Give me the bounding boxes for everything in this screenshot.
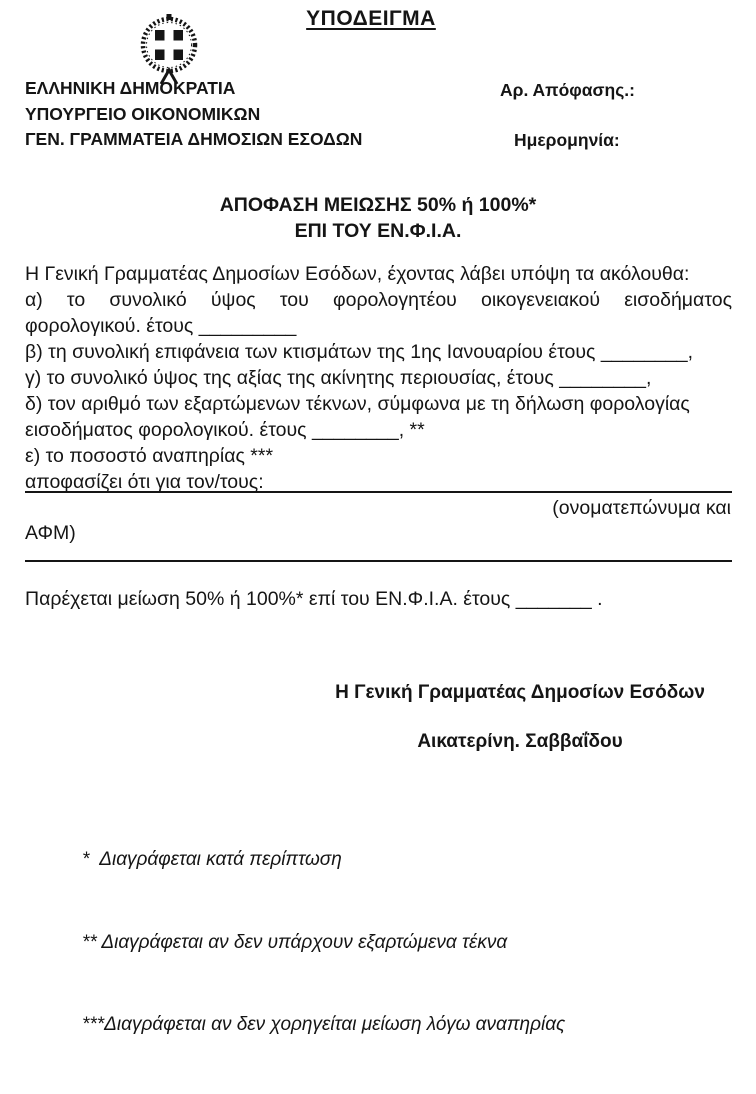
document-title-line2: ΕΠΙ ΤΟΥ ΕΝ.Φ.Ι.Α. [294,220,462,242]
afm-fill-line [25,560,732,562]
specimen-heading-text: ΥΠΟΔΕΙΓΜΑ [306,7,436,30]
date-label: Ημερομηνία: [514,130,620,150]
reduction-grant-sentence: Παρέχεται μείωση 50% ή 100%* επί του ΕΝ.Φ.Ι.Α. έτους _______ . [25,588,603,610]
body-item-e: ε) το ποσοστό αναπηρίας *** [25,445,274,467]
signatory-name: Αικατερίνη. Σαββαΐδου [417,731,623,752]
footnotes-block [82,791,565,1094]
decision-body [25,261,732,495]
body-item-d-line2: εισοδήματος φορολογικού. έτους ________, ** [25,419,425,441]
specimen-heading [0,7,756,31]
body-item-b: β) τη συνολική επιφάνεια των κτισμάτων της 1ης Ιανουαρίου έτους ________, [25,341,694,363]
body-item-c: γ) το συνολικό ύψος της αξίας της ακίνητης περιουσίας, έτους ________, [25,367,652,389]
body-decides: αποφασίζει ότι για τον/τους: [25,471,264,493]
authority-line-secretariat: ΓΕΝ. ΓΡΑΜΜΑΤΕΙΑ ΔΗΜΟΣΙΩΝ ΕΣΟΔΩΝ [25,129,363,149]
name-caption-line2: ΑΦΜ) [25,522,76,544]
name-fill-line [25,491,732,493]
issuing-authority-block [25,76,362,153]
document-title-line1: ΑΠΟΦΑΣΗ ΜΕΙΩΣΗΣ 50% ή 100%* [219,194,537,216]
footnote-1: * Διαγράφεται κατά περίπτωση [82,849,342,870]
body-intro: Η Γενική Γραμματέας Δημοσίων Εσόδων, έχοντας λάβει υπόψη τα ακόλουθα: [25,263,690,285]
authority-line-republic: ΕΛΛΗΝΙΚΗ ΔΗΜΟΚΡΑΤΙΑ [25,78,236,98]
decision-number-label: Αρ. Απόφασης.: [500,80,635,100]
body-item-a-line1: α) το συνολικό ύψος του φορολογητέου οικογενειακού εισοδήματος [25,289,732,311]
signature-block [300,682,740,753]
body-item-d-line1: δ) τον αριθμό των εξαρτώμενων τέκνων, σύμφωνα με τη δήλωση φορολογίας [25,393,690,415]
name-caption-line1: (ονοματεπώνυμα και [552,497,731,519]
signatory-role: Η Γενική Γραμματέας Δημοσίων Εσόδων [335,682,705,703]
document-title [0,192,756,244]
footnote-2: ** Διαγράφεται αν δεν υπάρχουν εξαρτώμενα τέκνα [82,931,508,953]
footnote-3: ***Διαγράφεται αν δεν χορηγείται μείωση λόγω αναπηρίας [82,1014,566,1035]
authority-line-ministry: ΥΠΟΥΡΓΕΙΟ ΟΙΚΟΝΟΜΙΚΩΝ [25,103,261,124]
body-item-a-line2: φορολογικού. έτους _________ [25,315,297,337]
